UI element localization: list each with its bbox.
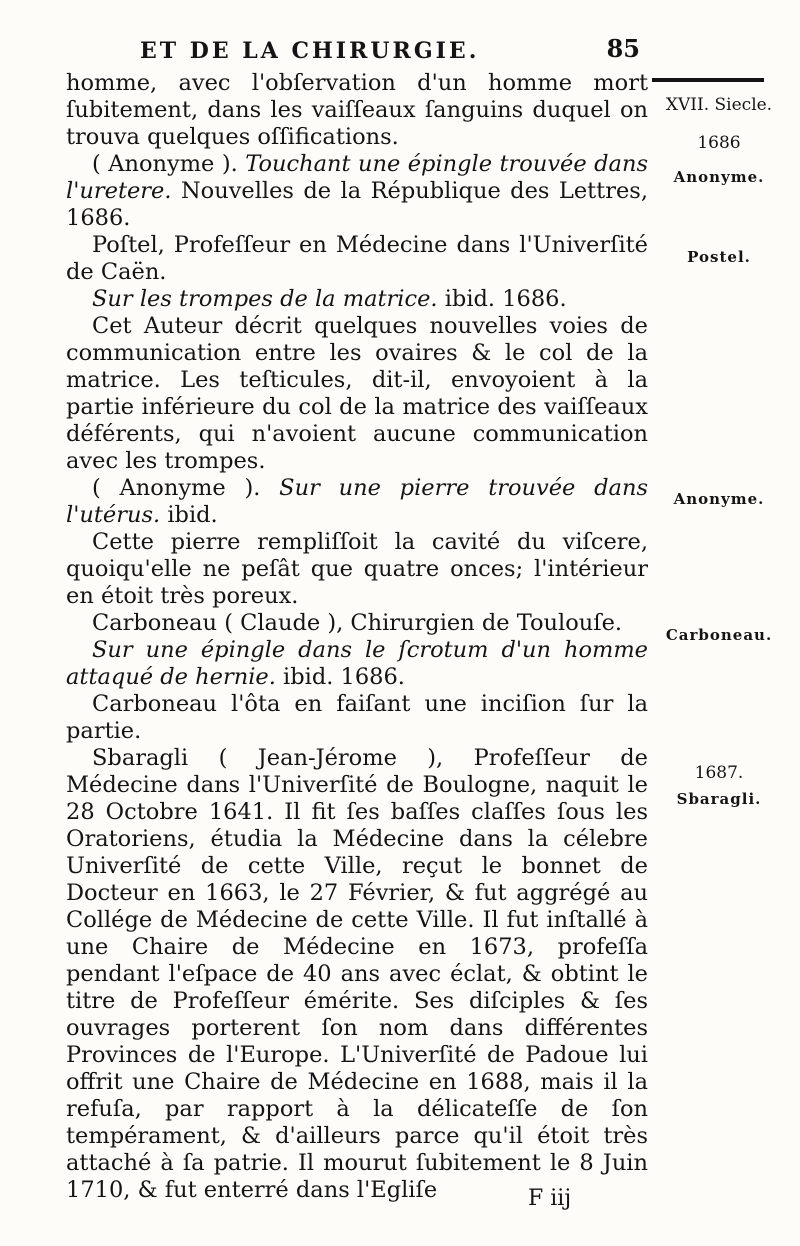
entry-title: Sur une pierre trouvée dans l'utérus.: [66, 475, 648, 528]
margin-postel: Postel.: [687, 248, 751, 266]
entry-sbaragli: Sbaragli ( Jean-Jérome ), Profeſſeur de Médecine dans l'Univerſité de Boulogne, naquit le 28 Octobre 1641. Il fit ſes baſſes claſſes ſous les Oratoriens, étudia la Médecine dans la célebre Univerſité de cette Ville, reçut le bonnet de Docteur en 1663, le 27 Février, & fut aggrégé au Collége de Médecine de cette Ville. Il fut inſtallé à une Chaire de Médecine en 1673, profeſſa pendant l'eſpace de 40 ans avec éclat, & obtint le titre de Profeſſeur émérite. Ses diſciples & ſes ouvrages porterent ſon nom dans différentes Provinces de l'Europe. L'Univerſité de Padoue lui offrit une Chaire de Médecine en 1688, mais il la refuſa, par rapport à la délicateſſe de ſon tempérament, & d'ailleurs parce qu'il étoit très attaché à ſa patrie. Il mourut ſubitement le 8 Juin 1710, & fut enterré dans l'Egliſe: [66, 745, 648, 1203]
paragraph-1: homme, avec l'obſervation d'un homme mort ſubitement, dans les vaiſſeaux ſanguins duquel on trouva quelques oſſifications.: [66, 70, 648, 150]
margin-rule: [652, 78, 764, 82]
running-header: [120, 34, 640, 68]
margin-year-1687: 1687.: [694, 763, 744, 783]
paragraph-postel-description: Cet Auteur décrit quelques nouvelles voies de communication entre les ovaires & le col de la matrice. Les teſticules, dit-il, envoyoient à la partie inférieure du col de la matrice des vaiſſeaux déférents, qui n'avoient aucune communication avec les trompes.: [66, 313, 648, 474]
running-title: ET DE LA CHIRURGIE.: [140, 38, 480, 64]
entry-anonyme-epingle: ( Anonyme ). Touchant une épingle trouvée dans l'uretere. Nouvelles de la République des Lettres, 1686.: [66, 151, 648, 231]
margin-anonyme-1: Anonyme.: [673, 168, 765, 186]
margin-sbaragli: Sbaragli.: [676, 790, 762, 808]
paragraph-pierre-description: Cette pierre rempliſſoit la cavité du viſcere, quoiqu'elle ne peſât que quatre onces; l'intérieur en étoit très poreux.: [66, 529, 648, 609]
entry-carboneau: Carboneau ( Claude ), Chirurgien de Toulouſe.: [92, 610, 623, 636]
margin-anonyme-2: Anonyme.: [673, 490, 765, 508]
margin-century: XVII. Siecle.: [665, 95, 773, 115]
entry-postel-title: Sur les trompes de la matrice. ibid. 1686.: [92, 286, 567, 312]
entry-carboneau-title: Sur une épingle dans le ſcrotum d'un homme attaqué de hernie. ibid. 1686.: [66, 637, 648, 690]
margin-carboneau: Carboneau.: [665, 626, 773, 644]
paragraph-carboneau-description: Carboneau l'ôta en faiſant une inciſion ſur la partie.: [66, 691, 648, 744]
body-text: [66, 70, 648, 1204]
entry-title: Touchant une épingle trouvée dans l'uretere.: [66, 151, 648, 204]
margin-year-1686: 1686: [697, 133, 741, 153]
entry-anonyme-pierre: ( Anonyme ). Sur une pierre trouvée dans l'utérus. ibid.: [66, 475, 648, 528]
signature-mark: F iij: [528, 1186, 572, 1211]
page-number: 85: [606, 34, 640, 63]
entry-postel: Poſtel, Profeſſeur en Médecine dans l'Univerſité de Caën.: [66, 232, 648, 285]
